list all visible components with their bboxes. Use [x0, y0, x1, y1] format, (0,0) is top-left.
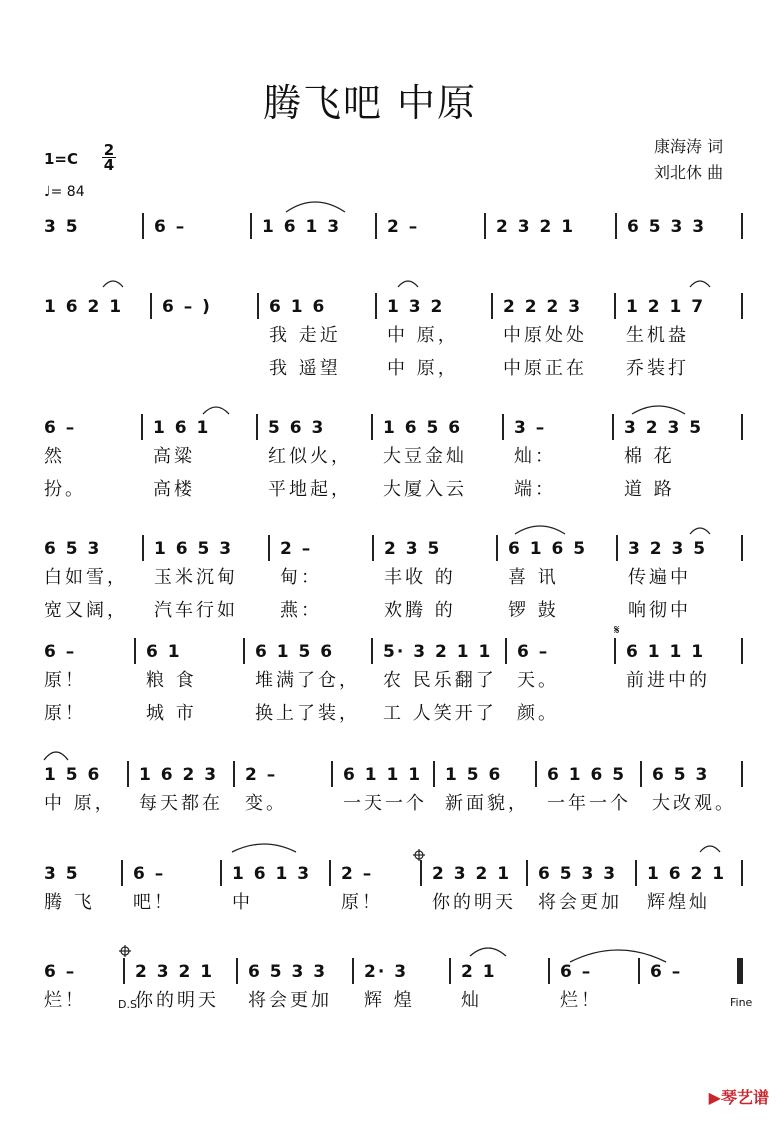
measure-notes: 2 3 2 1 — [496, 217, 576, 237]
lyric-text: 高楼 — [153, 479, 195, 500]
lyric-text: 我 走近 — [269, 325, 341, 346]
measure-notes: 6 – — [650, 962, 683, 982]
dal-segno-marking: D.S. — [118, 998, 141, 1011]
lyricist-credit: 康海涛 词 — [654, 137, 724, 156]
lyric-text: 中 原， — [387, 325, 459, 346]
lyric-text: 汽车行如 — [154, 600, 238, 621]
measure-notes: 1 6 2 1 — [44, 297, 124, 317]
slur — [690, 281, 710, 287]
measure-notes: 3 2 3 5 — [624, 418, 704, 438]
measure-notes: 2 – — [387, 217, 420, 237]
lyric-text: 一年一个 — [547, 793, 631, 814]
lyric-text: 一天一个 — [343, 793, 427, 814]
lyric-text: 辉煌灿 — [647, 892, 710, 913]
logo-mark-icon: ▶ — [708, 1088, 721, 1107]
measure-notes: 1 3 2 — [387, 297, 445, 317]
measure-notes: 1 6 2 3 — [139, 765, 219, 785]
site-logo — [709, 1085, 769, 1108]
lyric-text: 原！ — [44, 670, 86, 691]
slur — [103, 281, 123, 287]
measure-notes: 3 2 3 5 — [628, 539, 708, 559]
measure-notes: 6 1 5 6 — [255, 642, 335, 662]
lyric-text: 传遍中 — [628, 567, 691, 588]
measure-notes: 6 – ) — [162, 297, 212, 317]
measure-notes: 6 5 3 3 — [538, 864, 618, 884]
measure-notes: 6 – — [133, 864, 166, 884]
measure-notes: 6 – — [44, 642, 77, 662]
lyric-text: 你的明天 — [432, 892, 516, 913]
lyric-text: 白如雪， — [44, 567, 128, 588]
measure-notes: 1 6 2 1 — [647, 864, 727, 884]
lyric-text: 原！ — [44, 703, 86, 724]
measure-notes: 6 5 3 — [652, 765, 710, 785]
lyric-text: 中原正在 — [503, 358, 587, 379]
measure-notes: 6 1 1 1 — [626, 642, 706, 662]
measure-notes: 2 3 2 1 — [432, 864, 512, 884]
slur — [515, 526, 565, 534]
lyric-text: 农 民乐翻了 — [383, 670, 497, 691]
measure-notes: 6 5 3 — [44, 539, 102, 559]
lyric-text: 中 — [232, 892, 253, 913]
measure-notes: 1 6 1 — [153, 418, 211, 438]
measure-notes: 2 1 — [461, 962, 497, 982]
lyric-text: 新面貌， — [445, 793, 529, 814]
lyric-text: 灿： — [514, 446, 556, 467]
measure-notes: 1 5 6 — [44, 765, 102, 785]
measure-notes: 6 1 6 5 — [547, 765, 627, 785]
lyric-text: 换上了装， — [255, 703, 360, 724]
measure-notes: 2 – — [341, 864, 374, 884]
lyric-text: 堆满了仓， — [255, 670, 360, 691]
measure-notes: 6 1 1 1 — [343, 765, 423, 785]
measure-notes: 2 – — [280, 539, 313, 559]
key-signature: 1=C — [44, 150, 79, 168]
lyric-text: 玉米沉甸 — [154, 567, 238, 588]
lyric-text: 红似火， — [268, 446, 352, 467]
lyric-text: 燕： — [280, 600, 322, 621]
lyric-text: 大厦入云 — [383, 479, 467, 500]
measure-notes: 2 2 2 3 — [503, 297, 583, 317]
coda-icon — [413, 849, 425, 861]
lyric-text: 工 人笑开了 — [383, 703, 497, 724]
quarter-note-icon: ♩ — [44, 184, 51, 200]
lyric-text: 腾 飞 — [44, 892, 95, 913]
measure-notes: 6 – — [560, 962, 593, 982]
measure-notes: 6 – — [154, 217, 187, 237]
lyric-text: 烂！ — [560, 990, 602, 1011]
lyric-text: 欢腾 的 — [384, 600, 456, 621]
measure-notes: 1 6 5 6 — [383, 418, 463, 438]
lyric-text: 端： — [514, 479, 556, 500]
lyric-text: 你的明天 — [135, 990, 219, 1011]
lyric-text: 灿 — [461, 990, 482, 1011]
measure-notes: 3 5 — [44, 217, 80, 237]
time-sig-bottom: 4 — [103, 156, 115, 174]
slur — [700, 846, 720, 852]
fine-marking: Fine — [730, 996, 753, 1009]
measure-notes: 1 6 1 3 — [232, 864, 312, 884]
lyric-text: 甸： — [280, 567, 322, 588]
slur — [398, 281, 418, 287]
lyric-text: 中 原， — [44, 793, 116, 814]
measure-notes: 6 5 3 3 — [627, 217, 707, 237]
lyric-text: 粮 食 — [146, 670, 197, 691]
lyric-text: 辉 煌 — [364, 990, 415, 1011]
lyric-text: 棉 花 — [624, 446, 675, 467]
lyric-text: 锣 鼓 — [508, 600, 559, 621]
lyric-text: 吧！ — [133, 892, 175, 913]
lyric-text: 烂！ — [44, 990, 86, 1011]
lyric-text: 原！ — [341, 892, 383, 913]
time-sig-top: 2 — [103, 141, 115, 159]
measure-notes: 6 1 6 5 — [508, 539, 588, 559]
measure-notes: 3 – — [514, 418, 547, 438]
lyric-text: 颜。 — [517, 703, 559, 724]
segno-icon: 𝄋 — [614, 623, 620, 638]
measure-notes: 6 5 3 3 — [248, 962, 328, 982]
lyric-text: 将会更加 — [248, 990, 332, 1011]
lyric-text: 平地起， — [268, 479, 352, 500]
measure-notes: 2· 3 — [364, 962, 409, 982]
measure-notes: 2 3 5 — [384, 539, 442, 559]
lyric-text: 扮。 — [44, 479, 86, 500]
measure-notes: 6 – — [44, 418, 77, 438]
lyric-text: 生机盎 — [626, 325, 689, 346]
slur — [690, 528, 710, 534]
slur — [632, 406, 685, 414]
slur — [203, 407, 229, 414]
lyric-text: 道 路 — [624, 479, 675, 500]
lyric-text: 天。 — [517, 670, 559, 691]
lyric-text: 喜 讯 — [508, 567, 559, 588]
lyric-text: 变。 — [245, 793, 287, 814]
slur — [44, 752, 68, 760]
measure-notes: 5 6 3 — [268, 418, 326, 438]
measure-notes: 6 1 — [146, 642, 182, 662]
lyric-text: 我 遥望 — [269, 358, 341, 379]
lyric-text: 大豆金灿 — [383, 446, 467, 467]
logo-text: 琴艺谱 — [720, 1088, 769, 1107]
measure-notes: 6 1 6 — [269, 297, 327, 317]
lyric-text: 响彻中 — [628, 600, 691, 621]
lyric-text: 大改观。 — [652, 793, 736, 814]
measure-notes: 6 – — [517, 642, 550, 662]
lyric-text: 乔装打 — [626, 358, 689, 379]
measure-notes: 1 6 1 3 — [262, 217, 342, 237]
lyric-text: 每天都在 — [139, 793, 223, 814]
lyric-text: 城 市 — [146, 703, 197, 724]
lyric-text: 高粱 — [153, 446, 195, 467]
lyric-text: 将会更加 — [538, 892, 622, 913]
measure-notes: 1 6 5 3 — [154, 539, 234, 559]
lyric-text: 宽又阔， — [44, 600, 128, 621]
slur — [232, 844, 296, 852]
measure-notes: 1 2 1 7 — [626, 297, 706, 317]
measure-notes: 2 – — [245, 765, 278, 785]
measure-notes: 5· 3 2 1 1 — [383, 642, 493, 662]
measure-notes: 2 3 2 1 — [135, 962, 215, 982]
song-title: 腾飞吧 中原 — [262, 81, 478, 125]
measure-notes: 1 5 6 — [445, 765, 503, 785]
coda-icon — [119, 945, 131, 957]
tempo-value: = 84 — [50, 184, 85, 200]
lyric-text: 然 — [44, 446, 65, 467]
lyric-text: 中 原， — [387, 358, 459, 379]
measure-notes: 3 5 — [44, 864, 80, 884]
tie — [570, 950, 666, 962]
lyric-text: 前进中的 — [626, 670, 710, 691]
composer-credit: 刘北休 曲 — [654, 163, 724, 182]
slur — [286, 202, 345, 212]
lyric-text: 丰收 的 — [384, 567, 456, 588]
lyric-text: 中原处处 — [503, 325, 587, 346]
slur — [470, 948, 506, 956]
measure-notes: 6 – — [44, 962, 77, 982]
